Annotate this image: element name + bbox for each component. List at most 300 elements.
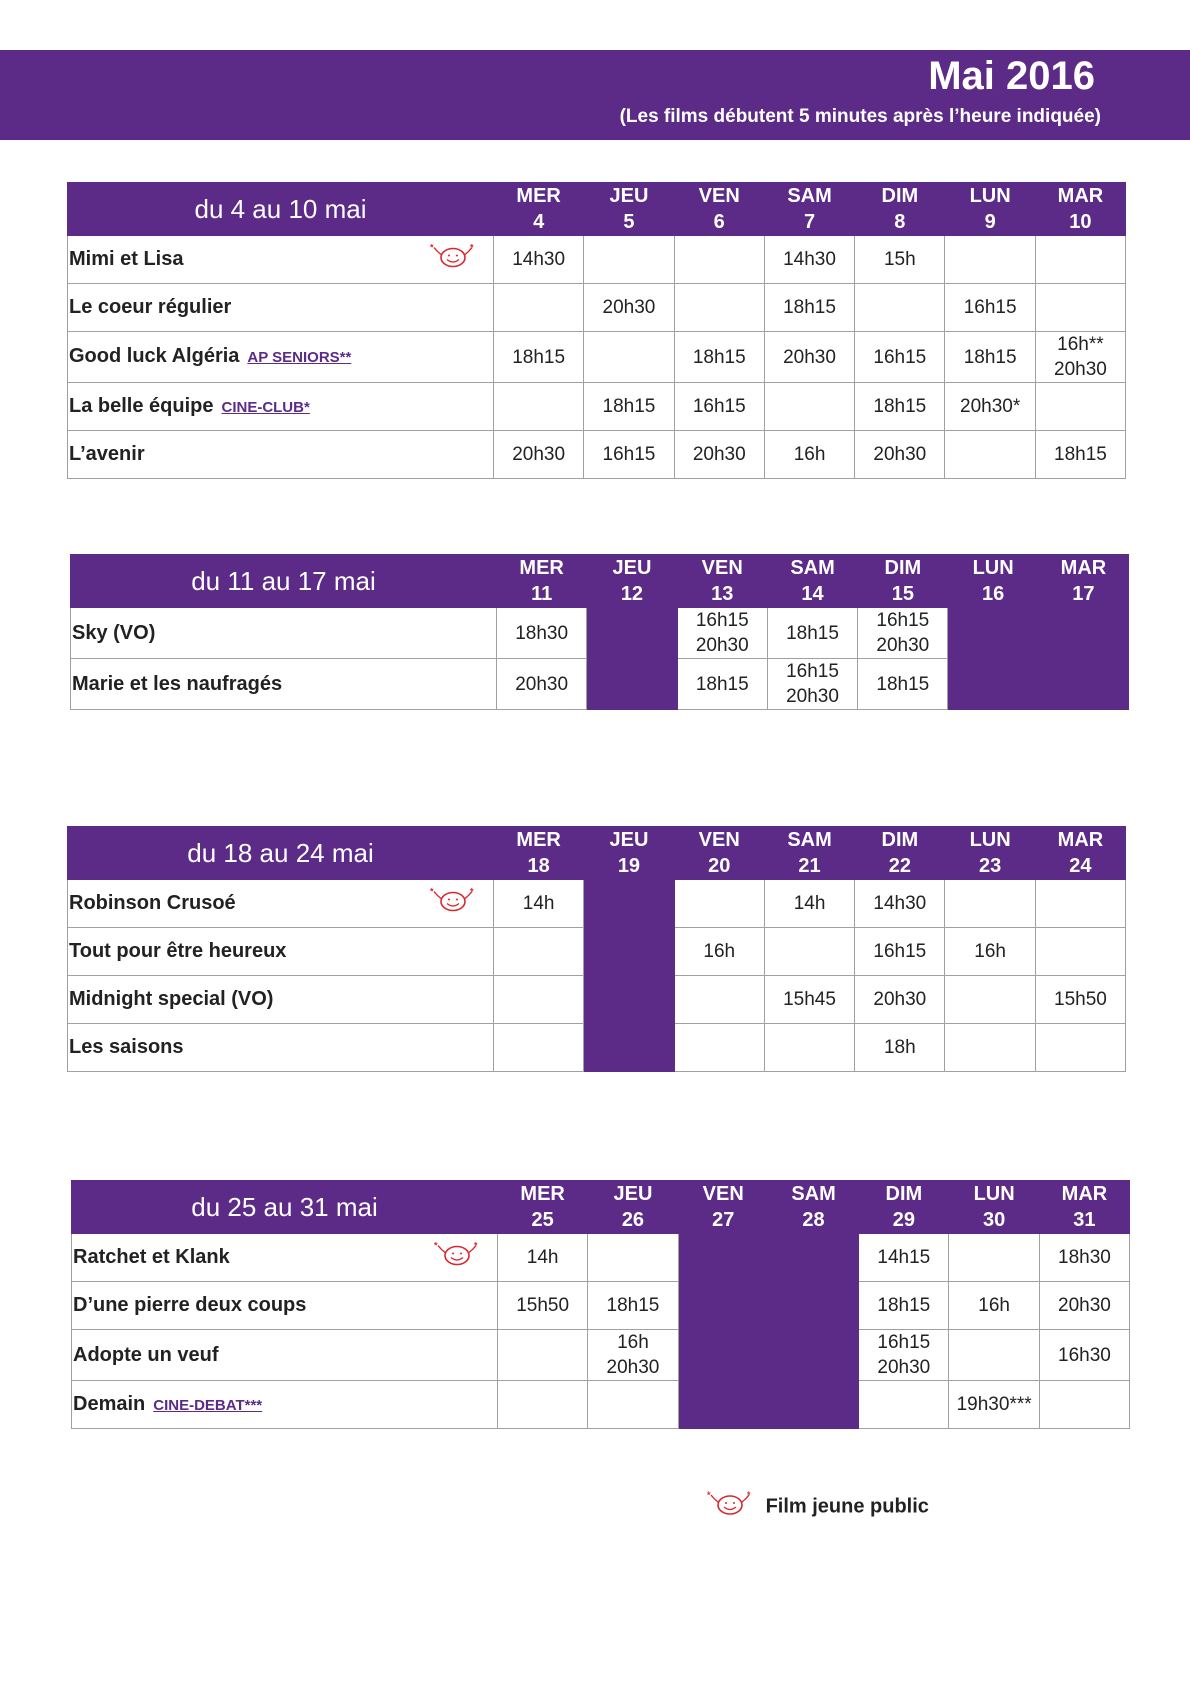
day-header — [764, 183, 854, 236]
film-title: La belle équipe — [69, 394, 214, 417]
showtime-cell — [1039, 1381, 1129, 1429]
film-title: Marie et les naufragés — [72, 672, 283, 695]
showtime: 14h — [526, 1247, 559, 1268]
event-tag-link[interactable]: CINE-DEBAT*** — [153, 1396, 263, 1414]
showtime-cell — [494, 284, 584, 332]
showtime-cell — [498, 1381, 588, 1429]
closed-day-cell — [584, 1024, 674, 1072]
showtime-cell — [945, 284, 1035, 332]
film-title: Midnight special (VO) — [69, 988, 274, 1010]
showtime: 18h30 — [1058, 1247, 1111, 1268]
showtime-cell — [764, 284, 854, 332]
showtime-cell — [674, 1024, 764, 1072]
film-row — [68, 383, 1126, 431]
closed-day-cell — [1038, 608, 1128, 659]
showtime-cell — [1035, 431, 1125, 479]
svg-text:*: * — [747, 1490, 751, 1500]
showtime: 14h15 — [877, 1247, 931, 1268]
day-number: 17 — [1072, 583, 1095, 605]
showtime-cell — [949, 1330, 1039, 1381]
showtime: 20h30 — [876, 635, 930, 656]
film-title: Mimi et Lisa — [69, 248, 184, 270]
day-header — [855, 827, 945, 880]
showtime-cell — [949, 1234, 1039, 1282]
film-row — [71, 608, 1129, 659]
showtime: 16h — [617, 1332, 649, 1353]
day-name: SAM — [787, 185, 832, 207]
week-range-label: du 25 au 31 mai — [72, 1181, 498, 1234]
showtime-cell — [945, 236, 1035, 284]
showtime-cell — [859, 1330, 949, 1381]
showtime-cell — [494, 431, 584, 479]
film-cell — [72, 1234, 498, 1282]
week-schedule-table — [71, 1180, 1130, 1429]
day-name: LUN — [969, 185, 1011, 207]
showtime: 16h15 — [692, 396, 746, 417]
day-name: VEN — [701, 557, 743, 579]
showtime: 16h — [978, 1295, 1010, 1316]
showtime-cell — [764, 332, 854, 383]
day-header — [858, 555, 948, 608]
day-name: MER — [520, 1183, 565, 1205]
closed-day-cell — [948, 659, 1038, 710]
showtime: 16h30 — [1058, 1344, 1111, 1366]
showtime: 16h** — [1057, 334, 1104, 355]
showtime: 18h — [883, 1037, 916, 1058]
showtime: 20h30 — [786, 686, 839, 707]
page-header — [0, 50, 1190, 140]
showtime-cell — [677, 659, 767, 710]
film-title: Sky (VO) — [72, 621, 156, 644]
showtime: 14h — [522, 893, 555, 914]
day-name: LUN — [973, 1183, 1015, 1205]
week-header-row — [71, 555, 1129, 608]
day-name: SAM — [791, 1183, 836, 1205]
film-cell — [68, 880, 494, 928]
film-cell — [68, 236, 494, 284]
film-title: Le coeur régulier — [69, 296, 232, 318]
showtime-cell — [855, 1024, 945, 1072]
showtime-cell — [767, 608, 857, 659]
day-header — [588, 1181, 678, 1234]
closed-day-cell — [584, 880, 674, 928]
showtime-cell — [498, 1330, 588, 1381]
day-header — [1038, 555, 1128, 608]
showtime-cell — [855, 383, 945, 431]
film-cell — [72, 1330, 498, 1381]
film-row — [68, 880, 1126, 928]
day-name: DIM — [884, 557, 922, 579]
showtime-cell — [674, 928, 764, 976]
day-header — [949, 1181, 1039, 1234]
day-number: 22 — [888, 855, 911, 877]
day-number: 23 — [979, 855, 1002, 877]
showtime: 16h15 — [873, 346, 927, 368]
day-number: 15 — [891, 583, 914, 605]
showtime: 18h15 — [692, 346, 746, 368]
closed-day-cell — [678, 1381, 768, 1429]
day-header — [584, 183, 674, 236]
showtime: 16h15 — [877, 1332, 931, 1353]
showtime-cell — [764, 236, 854, 284]
showtime: 16h15 — [786, 661, 839, 682]
showtime-cell — [764, 928, 854, 976]
day-name: DIM — [881, 185, 919, 207]
day-name: JEU — [613, 1183, 653, 1205]
showtime: 15h50 — [516, 1295, 570, 1316]
day-number: 19 — [617, 855, 641, 877]
film-row — [68, 976, 1126, 1024]
showtime: 18h15 — [1054, 444, 1107, 465]
day-name: SAM — [787, 829, 832, 851]
film-row — [72, 1330, 1130, 1381]
day-header — [587, 555, 677, 608]
showtime-cell — [497, 659, 587, 710]
showtime-cell — [858, 608, 948, 659]
showtime: 20h30 — [783, 346, 836, 368]
showtime-cell — [674, 284, 764, 332]
showtime-cell — [945, 332, 1035, 383]
day-number: 8 — [894, 211, 906, 233]
showtime-cell — [494, 976, 584, 1024]
closed-day-cell — [587, 659, 677, 710]
showtime-cell — [764, 976, 854, 1024]
film-row — [72, 1282, 1130, 1330]
film-row — [68, 236, 1126, 284]
showtime-cell — [498, 1282, 588, 1330]
day-number: 5 — [623, 211, 635, 233]
day-header — [584, 827, 674, 880]
week-schedule-table — [67, 826, 1126, 1072]
day-name: MER — [516, 829, 561, 851]
showtime-cell — [949, 1381, 1039, 1429]
day-number: 31 — [1073, 1209, 1096, 1231]
day-number: 30 — [983, 1209, 1006, 1231]
showtime-cell — [945, 880, 1035, 928]
week-schedule-table — [67, 182, 1126, 479]
showtime-cell — [494, 928, 584, 976]
day-name: JEU — [612, 557, 652, 579]
day-number: 25 — [531, 1209, 554, 1231]
showtime-cell — [855, 284, 945, 332]
svg-text:*: * — [470, 886, 474, 896]
film-row — [72, 1234, 1130, 1282]
day-header — [494, 183, 584, 236]
svg-text:*: * — [470, 242, 474, 252]
showtime-cell — [859, 1282, 949, 1330]
showtime-cell — [674, 236, 764, 284]
kid-face-icon — [706, 1490, 754, 1524]
kid-face-icon — [429, 242, 477, 277]
showtime: 14h30 — [512, 249, 566, 270]
day-name: MER — [516, 185, 561, 207]
showtime: 18h15 — [512, 346, 566, 368]
showtime-cell — [858, 659, 948, 710]
closed-day-cell — [768, 1282, 858, 1330]
showtime: 20h30 — [1054, 359, 1107, 380]
closed-day-cell — [1038, 659, 1128, 710]
film-row — [68, 431, 1126, 479]
showtime: 14h30 — [783, 249, 836, 270]
showtime-cell — [1035, 332, 1125, 383]
day-name: VEN — [698, 829, 740, 851]
day-number: 10 — [1069, 211, 1092, 233]
day-name: MAR — [1057, 185, 1104, 207]
kid-face-icon — [433, 1240, 481, 1275]
showtime: 16h — [793, 444, 826, 465]
svg-text:*: * — [430, 242, 434, 252]
showtime: 16h15 — [876, 610, 930, 631]
showtime-cell — [588, 1330, 678, 1381]
showtime-cell — [855, 431, 945, 479]
showtime: 18h15 — [695, 673, 749, 695]
showtime: 18h15 — [876, 673, 930, 695]
showtime-cell — [855, 880, 945, 928]
showtime: 18h15 — [873, 396, 927, 417]
week-range-label: du 4 au 10 mai — [68, 183, 494, 236]
kid-face-icon — [429, 886, 477, 921]
day-number: 21 — [798, 855, 821, 877]
showtime-cell — [855, 236, 945, 284]
showtime-cell — [855, 928, 945, 976]
showtime-cell — [584, 236, 674, 284]
showtime: 20h30 — [692, 444, 746, 465]
week-range-label: du 18 au 24 mai — [68, 827, 494, 880]
showtime: 16h15 — [873, 941, 927, 962]
closed-day-cell — [948, 608, 1038, 659]
film-cell — [68, 976, 494, 1024]
day-header — [494, 827, 584, 880]
showtime-cell — [764, 1024, 854, 1072]
showtime: 20h30 — [873, 989, 927, 1010]
showtime: 20h30 — [695, 635, 749, 656]
day-name: LUN — [972, 557, 1014, 579]
closed-day-cell — [678, 1282, 768, 1330]
film-row — [68, 1024, 1126, 1072]
showtime: 15h45 — [783, 989, 836, 1010]
day-header — [945, 827, 1035, 880]
showtime-cell — [494, 880, 584, 928]
day-name: JEU — [609, 185, 649, 207]
day-header — [674, 183, 764, 236]
showtime-cell — [1035, 976, 1125, 1024]
showtime-cell — [674, 383, 764, 431]
showtime: 18h15 — [963, 346, 1017, 368]
film-cell — [68, 383, 494, 431]
day-header — [948, 555, 1038, 608]
film-title: Good luck Algéria — [69, 345, 240, 367]
showtime: 16h — [974, 941, 1006, 962]
film-row — [71, 659, 1129, 710]
event-tag-link[interactable]: CINE-CLUB* — [221, 398, 310, 416]
film-title: D’une pierre deux coups — [73, 1294, 307, 1316]
closed-day-cell — [768, 1234, 858, 1282]
showtime-cell — [764, 383, 854, 431]
showtime-cell — [584, 383, 674, 431]
showtime-cell — [674, 976, 764, 1024]
showtime-cell — [674, 332, 764, 383]
day-name: DIM — [881, 829, 919, 851]
showtime: 20h30* — [960, 396, 1021, 417]
day-number: 9 — [984, 211, 996, 233]
film-row — [68, 284, 1126, 332]
showtime-cell — [584, 431, 674, 479]
svg-text:*: * — [430, 886, 434, 896]
day-name: VEN — [702, 1183, 744, 1205]
day-header — [859, 1181, 949, 1234]
day-name: JEU — [609, 829, 649, 851]
film-title: Les saisons — [69, 1036, 184, 1058]
showtime-cell — [1035, 880, 1125, 928]
day-number: 4 — [533, 211, 545, 233]
showtime-cell — [1039, 1330, 1129, 1381]
showtime: 14h — [793, 893, 826, 914]
showtime-cell — [497, 608, 587, 659]
showtime-cell — [674, 880, 764, 928]
showtime-cell — [855, 976, 945, 1024]
showtime-cell — [1039, 1282, 1129, 1330]
showtime-cell — [494, 383, 584, 431]
showtime-cell — [498, 1234, 588, 1282]
film-cell — [71, 608, 497, 659]
showtime-cell — [945, 976, 1035, 1024]
showtime-cell — [764, 431, 854, 479]
showtime: 18h15 — [606, 1295, 660, 1316]
film-cell — [68, 1024, 494, 1072]
day-number: 18 — [527, 855, 550, 877]
day-name: MAR — [1061, 1183, 1108, 1205]
closed-day-cell — [768, 1330, 858, 1381]
day-number: 13 — [711, 583, 734, 605]
showtime-cell — [949, 1282, 1039, 1330]
day-header — [1035, 827, 1125, 880]
showtime-cell — [1039, 1234, 1129, 1282]
closed-day-cell — [584, 976, 674, 1024]
day-number: 7 — [803, 211, 816, 233]
day-name: SAM — [790, 557, 835, 579]
showtime: 19h30*** — [956, 1394, 1032, 1415]
showtime: 20h30 — [515, 673, 569, 695]
showtime-cell — [677, 608, 767, 659]
film-cell — [68, 284, 494, 332]
showtime-cell — [1035, 284, 1125, 332]
day-number: 29 — [892, 1209, 915, 1231]
showtime: 14h30 — [873, 893, 927, 914]
day-number: 20 — [708, 855, 731, 877]
showtime-cell — [588, 1234, 678, 1282]
day-number: 14 — [801, 583, 824, 605]
day-header — [678, 1181, 768, 1234]
closed-day-cell — [678, 1330, 768, 1381]
showtime-cell — [945, 431, 1035, 479]
film-row — [68, 928, 1126, 976]
week-header-row — [72, 1181, 1130, 1234]
closed-day-cell — [768, 1381, 858, 1429]
showtime: 18h15 — [786, 622, 839, 644]
film-cell — [68, 332, 494, 383]
film-cell — [68, 431, 494, 479]
day-name: DIM — [885, 1183, 923, 1205]
day-name: LUN — [969, 829, 1011, 851]
showtime-cell — [764, 880, 854, 928]
svg-text:*: * — [707, 1490, 711, 1500]
day-number: 28 — [802, 1209, 825, 1231]
showtime-cell — [494, 236, 584, 284]
showtime-cell — [494, 332, 584, 383]
showtime-cell — [588, 1282, 678, 1330]
film-title: L’avenir — [69, 443, 145, 465]
showtime: 20h30 — [873, 444, 927, 465]
day-number: 6 — [713, 211, 725, 233]
showtime-cell — [494, 1024, 584, 1072]
day-header — [768, 1181, 858, 1234]
day-header — [497, 555, 587, 608]
showtime-cell — [588, 1381, 678, 1429]
day-number: 11 — [531, 583, 553, 605]
day-number: 16 — [982, 583, 1005, 605]
film-row — [68, 332, 1126, 383]
day-header — [855, 183, 945, 236]
day-header — [764, 827, 854, 880]
showtime-cell — [1035, 383, 1125, 431]
showtime-cell — [945, 1024, 1035, 1072]
day-header — [674, 827, 764, 880]
day-name: MER — [519, 557, 564, 579]
film-row — [72, 1381, 1130, 1429]
showtime-cell — [584, 284, 674, 332]
showtime: 18h15 — [602, 396, 656, 417]
film-cell — [72, 1381, 498, 1429]
page-title: Mai 2016 — [928, 54, 1095, 98]
showtime-cell — [1035, 928, 1125, 976]
day-name: VEN — [698, 185, 740, 207]
page-subtitle: (Les films débutent 5 minutes après l’heure indiquée) — [619, 106, 1101, 127]
day-header — [1039, 1181, 1129, 1234]
day-header — [945, 183, 1035, 236]
showtime: 20h30 — [877, 1357, 931, 1378]
showtime: 16h15 — [602, 444, 656, 465]
day-number: 12 — [620, 583, 644, 605]
week-header-row — [68, 827, 1126, 880]
day-header — [677, 555, 767, 608]
legend — [706, 1490, 929, 1524]
showtime-cell — [859, 1234, 949, 1282]
showtime: 20h30 — [602, 297, 656, 318]
closed-day-cell — [587, 608, 677, 659]
film-title: Adopte un veuf — [73, 1343, 219, 1366]
showtime-cell — [1035, 236, 1125, 284]
showtime-cell — [859, 1381, 949, 1429]
event-tag-link[interactable]: AP SENIORS** — [247, 349, 352, 366]
showtime: 16h — [703, 941, 736, 962]
showtime: 15h — [883, 249, 916, 270]
showtime-cell — [767, 659, 857, 710]
showtime: 15h50 — [1054, 989, 1107, 1010]
day-header — [1035, 183, 1125, 236]
legend-label: Film jeune public — [765, 1495, 929, 1518]
showtime-cell — [855, 332, 945, 383]
day-name: MAR — [1060, 557, 1107, 579]
svg-text:*: * — [434, 1240, 438, 1250]
svg-text:*: * — [474, 1240, 478, 1250]
showtime-cell — [584, 332, 674, 383]
film-cell — [71, 659, 497, 710]
showtime: 20h30 — [1058, 1295, 1111, 1316]
film-cell — [68, 928, 494, 976]
film-title: Demain — [73, 1392, 146, 1415]
showtime: 20h30 — [512, 444, 566, 465]
showtime-cell — [945, 383, 1035, 431]
